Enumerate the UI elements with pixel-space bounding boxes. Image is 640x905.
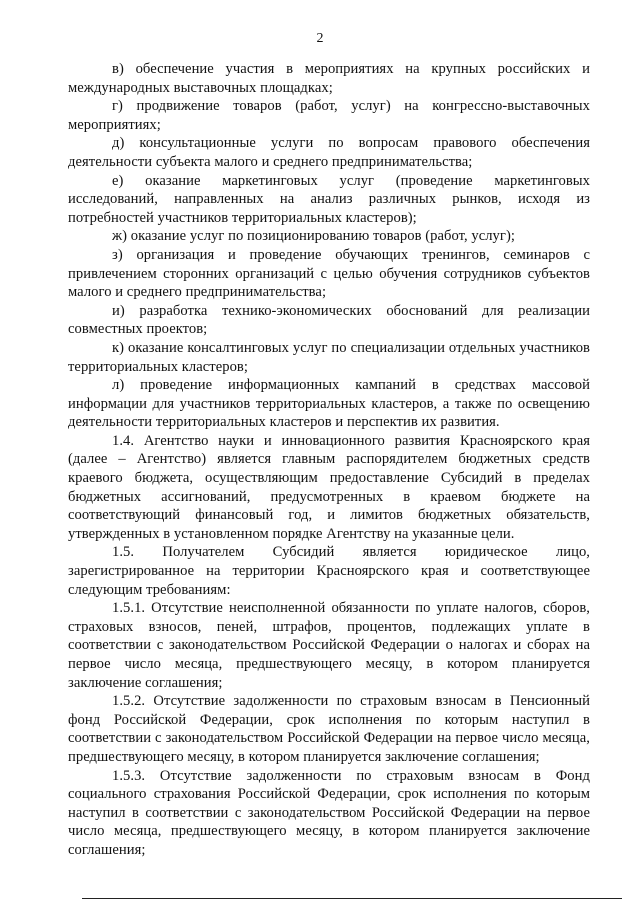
paragraph-item-zh: ж) оказание услуг по позиционированию товаров (работ, услуг); xyxy=(112,228,515,245)
paragraph-item-g: г) продвижение товаров (работ, услуг) на конгрессно-выставочных мероприятиях; xyxy=(68,98,590,133)
paragraph-item-i: и) разработка технико-экономических обоснований для реализации совместных проектов; xyxy=(68,302,590,338)
paragraph-1-5-3: 1.5.3. Отсутствие задолженности по страховым взносам в Фонд социального страхования Российской Федерации, срок исполнения по которым наступил в соответствии с законодательством Российской Федерации на первое число месяца, предшествующего месяцу, в котором планируется заключение соглашения; xyxy=(68,767,590,858)
paragraph-item-v: в) обеспечение участия в мероприятиях на крупных российских и международных выставочных площадках; xyxy=(68,61,590,96)
paragraph-item-z: з) организация и проведение обучающих тренингов, семинаров с привлечением сторонних организаций с целью обучения сотрудников субъектов малого и среднего предпринимательства; xyxy=(68,246,590,301)
paragraph-1-4: 1.4. Агентство науки и инновационного развития Красноярского края (далее – Агентство) является главным распорядителем бюджетных средств краевого бюджета, осуществляющим предоставление Субсидий в пределах бюджетных ассигнований, предусмотренных в краевом бюджете на соответствующий финансовый год, и лимитов бюджетных обязательств, утвержденных в установленном порядке Агентству на указанные цели. xyxy=(68,432,590,542)
page-bottom-divider xyxy=(82,898,622,899)
paragraph-item-l: л) проведение информационных кампаний в средствах массовой информации для участников территориальных кластеров, а также по освещению деятельности территориальных кластеров и перспектив их развития. xyxy=(68,377,590,431)
page-number: 2 xyxy=(316,31,324,46)
paragraph-1-5: 1.5. Получателем Субсидий является юридическое лицо, зарегистрированное на территории Красноярского края и соответствующее следующим требованиям: xyxy=(68,544,590,598)
paragraph-item-d: д) консультационные услуги по вопросам правового обеспечения деятельности субъекта малого и среднего предпринимательства; xyxy=(68,135,590,170)
paragraph-1-5-1: 1.5.1. Отсутствие неисполненной обязанности по уплате налогов, сборов, страховых взносов, пеней, штрафов, процентов, подлежащих уплате в соответствии с законодательством Российской Федерации о налогах и сборах на первое число месяца, предшествующего месяцу, в котором планируется заключение соглашения; xyxy=(68,600,590,691)
document-body xyxy=(68,60,590,860)
paragraph-item-k: к) оказание консалтинговых услуг по специализации отдельных участников территориальных кластеров; xyxy=(68,339,590,375)
paragraph-1-5-2: 1.5.2. Отсутствие задолженности по страховым взносам в Пенсионный фонд Российской Федерации, срок исполнения по которым наступил в соответствии с законодательством Российской Федерации на первое число месяца, предшествующего месяцу, в котором планируется заключение соглашения; xyxy=(68,693,590,765)
paragraph-item-e: е) оказание маркетинговых услуг (проведение маркетинговых исследований, направленных на анализ различных рынков, исходя из потребностей участников территориальных кластеров); xyxy=(68,172,590,226)
